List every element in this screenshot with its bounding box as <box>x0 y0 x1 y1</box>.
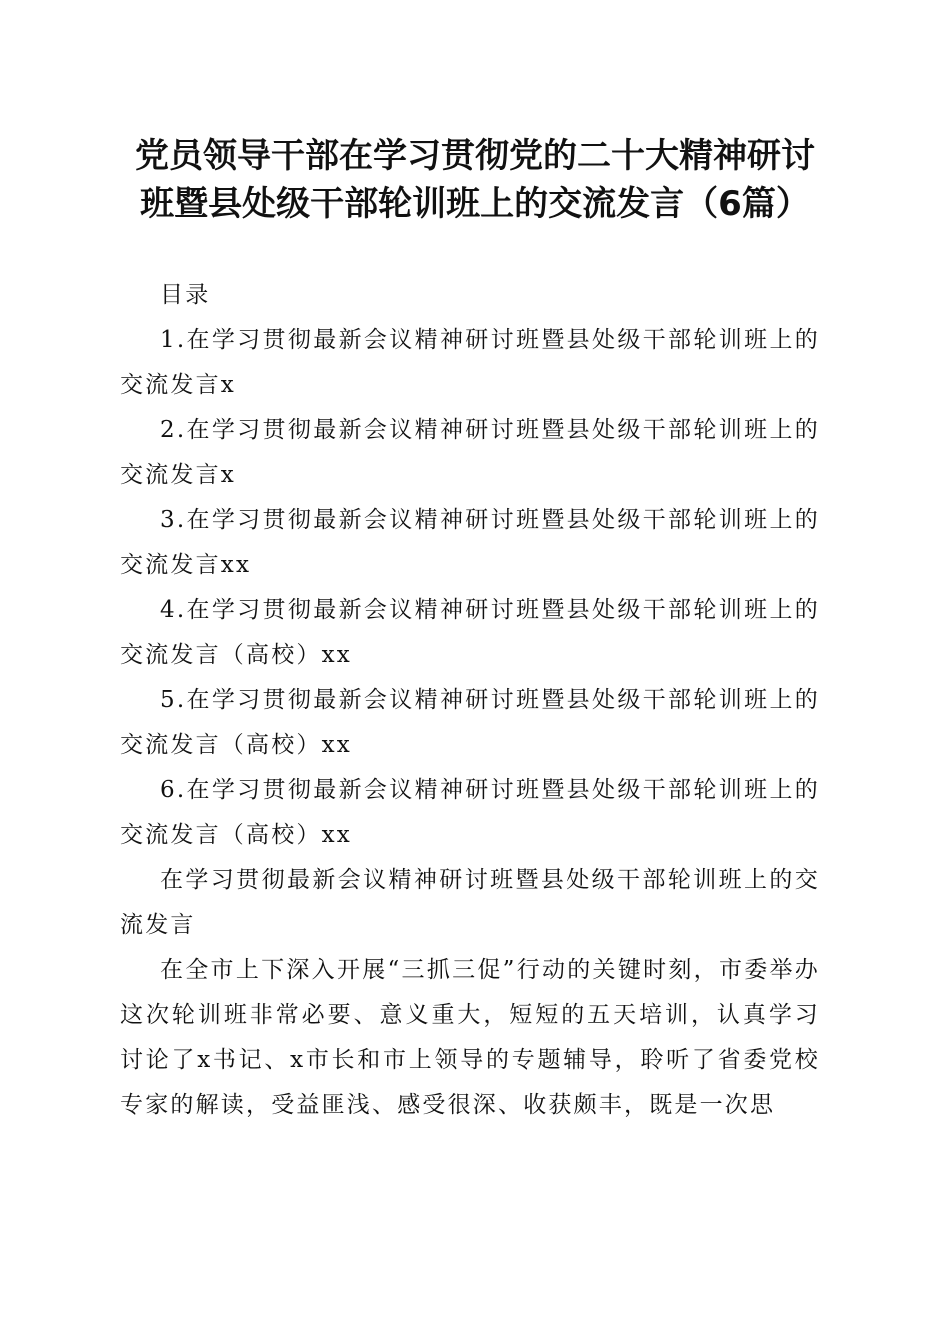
title-line-2: 班暨县处级干部轮训班上的交流发言（6篇） <box>140 184 810 224</box>
toc-item-5: 5.在学习贯彻最新会议精神研讨班暨县处级干部轮训班上的交流发言（高校）xx <box>120 687 820 758</box>
document-title <box>100 132 850 228</box>
title-line-1: 党员领导干部在学习贯彻党的二十大精神研讨 <box>135 136 815 176</box>
toc-item-4: 4.在学习贯彻最新会议精神研讨班暨县处级干部轮训班上的交流发言（高校）xx <box>120 597 820 668</box>
toc-item-6: 6.在学习贯彻最新会议精神研讨班暨县处级干部轮训班上的交流发言（高校）xx <box>120 777 820 848</box>
section-heading: 在学习贯彻最新会议精神研讨班暨县处级干部轮训班上的交流发言 <box>120 867 820 938</box>
toc-item-1: 1.在学习贯彻最新会议精神研讨班暨县处级干部轮训班上的交流发言x <box>120 327 820 398</box>
body-paragraph: 在全市上下深入开展“三抓三促”行动的关键时刻，市委举办这次轮训班非常必要、意义重大，短短的五天培训，认真学习讨论了x书记、x市长和市上领导的专题辅导，聆听了省委党校专家的解读，受益匪浅、感受很深、收获颇丰，既是一次思 <box>120 957 820 1118</box>
toc-item-3: 3.在学习贯彻最新会议精神研讨班暨县处级干部轮训班上的交流发言xx <box>120 507 820 578</box>
document-body <box>120 273 820 1128</box>
toc-item-2: 2.在学习贯彻最新会议精神研讨班暨县处级干部轮训班上的交流发言x <box>120 417 820 488</box>
toc-heading: 目录 <box>160 282 211 308</box>
